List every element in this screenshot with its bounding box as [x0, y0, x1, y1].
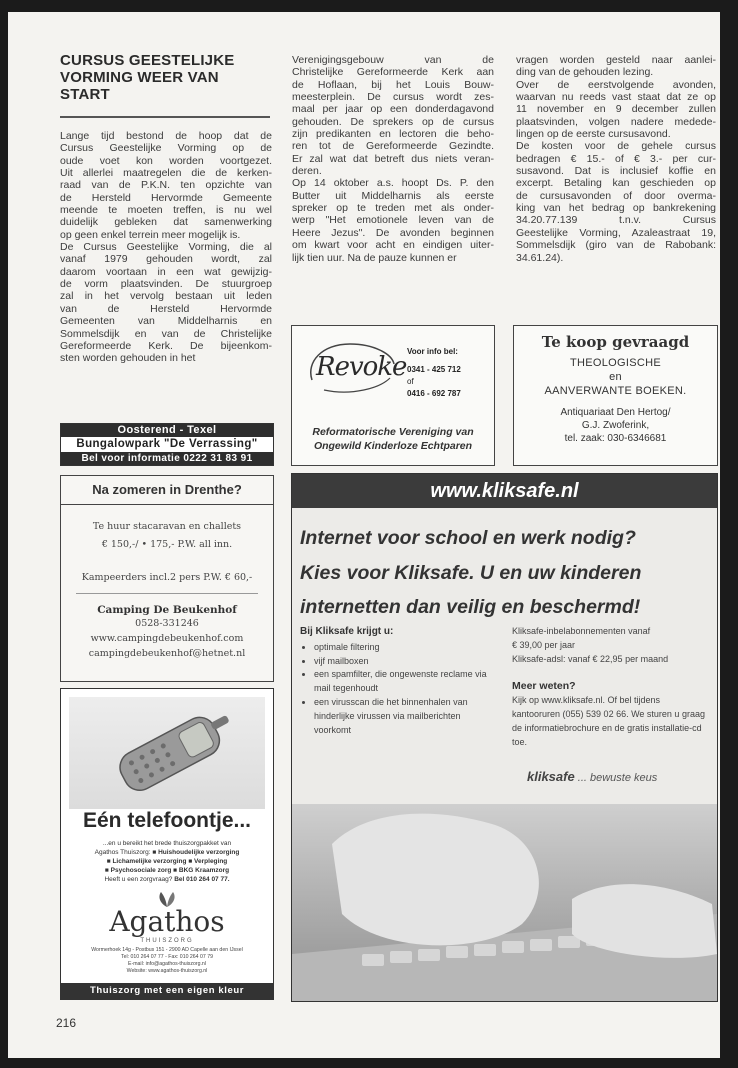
article-line: Christelijke Gereformeerde Kerk aan	[292, 66, 494, 79]
shop-line: Antiquariaat Den Hertog/	[560, 407, 671, 418]
kliksafe-logo-text: kliksafe	[527, 769, 575, 784]
article-line: zal in het vervolg bestaan uit leden	[60, 290, 272, 303]
title-divider	[60, 116, 270, 118]
keyboard-hands-photo	[292, 804, 717, 1001]
drenthe-campers-line: Kampeerders incl.2 pers P.W. € 60,-	[81, 572, 253, 583]
article-line: Over de eerstvolgende avonden,	[516, 78, 716, 91]
drenthe-rent-line: Te huur stacaravan en challets	[92, 521, 242, 532]
kliksafe-pricing	[512, 625, 710, 749]
camping-name: Camping De Beukenhof	[97, 604, 237, 616]
tekoop-line: en	[609, 371, 622, 383]
article-title-line: VORMING WEER VAN	[60, 69, 219, 86]
tekoop-line: THEOLOGISCHE	[569, 357, 661, 369]
revoke-or: of	[407, 377, 414, 386]
drenthe-divider	[76, 593, 258, 594]
article-line: deren.	[292, 165, 322, 178]
camping-phone: 0528-331246	[135, 618, 199, 629]
agathos-services	[69, 839, 265, 884]
service-item: Psychosociale zorg	[110, 867, 172, 874]
service-item: Verpleging	[194, 858, 228, 865]
tekoop-shop	[514, 406, 717, 445]
revoke-phone-1: 0341 - 425 712	[407, 365, 461, 374]
tekoop-line: AANVERWANTE BOEKEN.	[544, 385, 687, 397]
article-line: lingen op de eerste cursusavond.	[516, 128, 671, 141]
oosterend-phone: Bel voor informatie 0222 31 83 91	[61, 452, 273, 465]
article-title	[60, 52, 275, 103]
article-line: Gereformeerde Kerk. De bijeenkom-	[60, 339, 272, 352]
headline-line: Internet voor school en werk nodig?	[300, 527, 636, 549]
service-item: BKG Kraamzorg	[178, 867, 230, 874]
article-line: Uit allerlei maatregelen die de kerken-	[60, 167, 272, 180]
kliksafe-ad	[291, 473, 718, 1002]
mobile-phone-photo	[69, 697, 265, 809]
revoke-info-label: Voor info bel:	[407, 347, 458, 356]
address-line: Tel: 010 264 07 77 - Fax: 010 264 07 79	[120, 954, 213, 960]
article-line: meesterplein. De cursus wordt zes-	[292, 91, 494, 104]
article-line: vragen worden gesteld naar aanlei-	[516, 54, 716, 66]
article-line: lijk tien uur. Na de pauze kunnen er	[292, 251, 457, 264]
article-line: de Hoflaan, bij het Louis Bouw-	[292, 78, 494, 91]
article-column-2	[292, 54, 494, 264]
revoke-org-name	[294, 426, 492, 453]
drenthe-heading: Na zomeren in Drenthe?	[61, 476, 273, 505]
article-line: De kosten voor de gehele cursus	[516, 140, 716, 153]
more-info-text: Kijk op www.kliksafe.nl. Of bel tijdens kantooruren (055) 539 02 66. We sturen u graag de informatiebrochure en de gratis installatie-cd toe.	[512, 695, 705, 747]
drenthe-price-line: € 150,-/ • 175,- P.W. all inn.	[101, 539, 233, 550]
agathos-brand: Agathos	[109, 905, 225, 938]
agathos-brand-sub: THUISZORG	[140, 938, 194, 944]
article-line: spreker op te treden met als onder-	[292, 202, 494, 215]
agathos-question: Heeft u een zorgvraag?	[104, 876, 173, 883]
drenthe-ad	[60, 475, 274, 682]
address-line: Website: www.agathos-thuiszorg.nl	[126, 968, 208, 974]
article-line: sten worden gehouden in het	[60, 352, 196, 365]
feature-item: • een virusscan die het binnenhalen van hinderlijke virussen via mailberichten voorkomt	[314, 696, 490, 737]
headline-line: Kies voor Kliksafe. U en uw kinderen	[300, 561, 642, 584]
article-line: 34.61.24).	[516, 251, 564, 264]
kliksafe-tagline	[527, 769, 657, 784]
article-line: Sommelsdijk (giro van de Rabobank:	[516, 239, 716, 252]
bullet-square-icon: ■	[152, 849, 159, 856]
article-line: Butter uit Middelharnis als eerste	[292, 189, 494, 202]
article-line: de cursusavonden of door overma-	[516, 189, 716, 202]
article-line: Geestelijke Vorming, Azaleastraat 19,	[516, 226, 716, 239]
agathos-intro: ...en u bereikt het brede thuiszorgpakket van	[102, 840, 232, 847]
more-info-title: Meer weten?	[512, 680, 576, 693]
features-title: Bij Kliksafe krijgt u:	[300, 626, 394, 637]
article-column-3	[516, 54, 716, 264]
agathos-phone: Bel 010 264 07 77.	[174, 876, 230, 883]
headline-line: internetten dan veilig en beschermd!	[300, 596, 641, 618]
article-line: de vorm plaatsvinden. De stuurgroep	[60, 278, 272, 291]
article-line: Heere Jezus". De avonden beginnen	[292, 226, 494, 239]
article-line: gehouden. De sprekers op de cursus	[292, 115, 494, 128]
article-line: duidelijk gebleken dat samenwerking	[60, 216, 272, 229]
tekoop-lines	[514, 356, 717, 398]
kliksafe-url-banner: www.kliksafe.nl	[292, 474, 717, 508]
oosterend-ad	[60, 423, 274, 466]
article-line: plaatsvinden, volgen nadere mededе-	[516, 115, 716, 128]
article-line: ren tot de Gereformeerde Gezindte.	[292, 140, 494, 153]
keyboard-hands-icon	[292, 804, 717, 1001]
magazine-page	[8, 12, 720, 1058]
price-line: Kliksafe-inbelabonnementen vanaf	[512, 626, 651, 636]
article-line: Gemeenten van Middelharnis en	[60, 315, 272, 328]
article-line: ding van de gehouden lezing.	[516, 66, 654, 79]
address-line: Wormerhoek 14g - Postbus 151 - 2900 AD Capelle aan den IJssel	[91, 947, 243, 953]
article-column-1	[60, 130, 272, 365]
article-line: daarom voortaan in een wat gewijzig-	[60, 265, 272, 278]
mobile-phone-icon	[69, 697, 265, 809]
feature-item: • optimale filtering	[314, 641, 490, 655]
article-line: vanaf 1979 gehouden wordt, zal	[60, 253, 272, 266]
service-item: Lichamelijke verzorging	[112, 858, 187, 865]
tekoop-title: Te koop gevraagd	[541, 333, 690, 351]
article-line: maal per jaar op een donderdagavond	[292, 103, 494, 116]
price-line: Kliksafe-adsl: vanaf € 22,95 per maand	[512, 653, 669, 664]
kliksafe-headline	[300, 521, 712, 625]
revoke-ad	[291, 325, 495, 466]
article-line: meende te moeten treffen, is nu wel	[60, 204, 272, 217]
bungalowpark-name: Bungalowpark "De Verrassing"	[61, 437, 273, 452]
org-line: Reformatorische Vereniging van	[312, 426, 474, 438]
article-line: bedragen € 15.- of € 3.- per cur-	[516, 152, 716, 165]
article-line: op geen enkel terrein meer mogelijk is.	[60, 228, 241, 241]
article-line: Sommelsdijk en van de Christelijke	[60, 327, 272, 340]
feature-item: • een spamfilter, die ongewenste reclame via mail tegenhoudt	[314, 668, 490, 696]
bullet-square-icon: ■	[188, 858, 195, 865]
bullet-square-icon: ■	[106, 858, 113, 865]
article-line: Er zal wat dat betreft dus niets veran-	[292, 152, 494, 165]
article-line: Cursus Geestelijke Vorming op de	[60, 142, 272, 155]
kliksafe-slogan: ... bewuste keus	[577, 772, 658, 784]
oosterend-location: Oosterend - Texel	[61, 424, 273, 437]
article-line: waarvan nu reeds vast staat dat ze op	[516, 91, 716, 104]
article-line: 34.20.77.139 t.n.v. Cursus	[516, 214, 716, 227]
org-line: Ongewild Kinderloze Echtparen	[313, 439, 473, 452]
article-line: de Hersteld Hervormde Gemeente	[60, 191, 272, 204]
address-line: E-mail: info@agathos-thuiszorg.nl	[128, 961, 206, 967]
article-line: Lange tijd bestond de hoop dat de	[60, 130, 272, 142]
article-line: van de Hersteld Hervormde	[60, 302, 272, 315]
revoke-logo-text: Revoke	[316, 352, 407, 382]
agathos-address	[69, 947, 265, 975]
agathos-intro-b: Agathos Thuiszorg:	[94, 849, 151, 856]
article-line: raad van de P.K.N. ten opzichte van	[60, 179, 272, 192]
shop-line: G.J. Zwoferink,	[581, 420, 650, 431]
bullet-square-icon: ■	[104, 867, 111, 874]
article-title-line: START	[60, 86, 110, 103]
shop-line: tel. zaak: 030-6346681	[564, 433, 667, 444]
article-line: 11 november en 9 december zullen	[516, 103, 716, 116]
article-line: excerpt. Betaling kan geschieden op	[516, 177, 716, 190]
agathos-footer: Thuiszorg met een eigen kleur	[61, 983, 273, 999]
revoke-logo	[302, 338, 407, 398]
features-list	[300, 641, 490, 738]
camping-email: campingdebeukenhof@hetnet.nl	[88, 648, 246, 659]
article-line: om kwart voor acht en eindigen uiter-	[292, 239, 494, 252]
article-title-line: CURSUS GEESTELIJKE	[60, 52, 235, 69]
feature-item: • vijf mailboxen	[314, 655, 490, 669]
article-line: susavond. Dat is inclusief koffie en	[516, 165, 716, 178]
camping-website: www.campingdebeukenhof.com	[90, 633, 244, 644]
bullet-square-icon: ■	[173, 867, 179, 874]
price-line: € 39,00 per jaar	[512, 639, 576, 650]
agathos-ad	[60, 688, 274, 1000]
revoke-contact	[407, 346, 461, 400]
article-line: Verenigingsgebouw van de	[292, 54, 494, 66]
service-item: Huishoudelijke verzorging	[158, 849, 240, 856]
article-line: De Cursus Geestelijke Vorming, die al	[60, 241, 272, 254]
tekoop-ad	[513, 325, 718, 466]
page-number: 216	[56, 1016, 77, 1030]
article-line: oude voet kon worden voortgezet.	[60, 154, 272, 167]
revoke-phone-2: 0416 - 692 787	[407, 389, 461, 398]
article-line: Op 14 oktober a.s. hoopt Ds. P. den	[292, 177, 494, 190]
article-line: werp "Het emotionele leven van de	[292, 214, 494, 227]
agathos-headline: Eén telefoontje...	[82, 809, 252, 832]
article-line: king van het bedrag op bankrekening	[516, 202, 716, 215]
article-line: zijn predikanten en lectoren die beho-	[292, 128, 494, 141]
kliksafe-features	[300, 625, 490, 737]
